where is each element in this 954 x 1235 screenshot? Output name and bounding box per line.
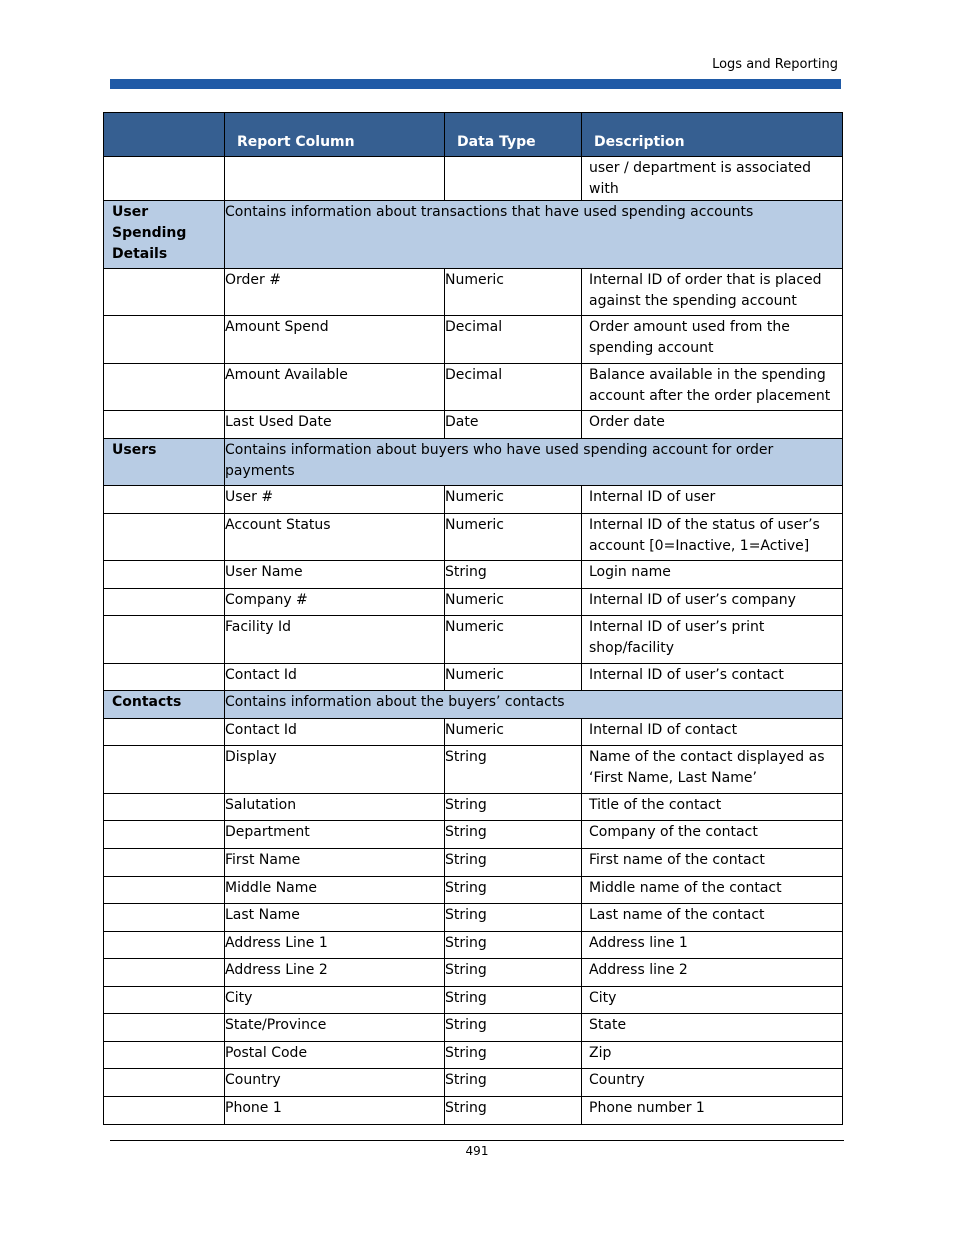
- data-type-cell: Decimal: [445, 316, 582, 364]
- section-row: [104, 201, 843, 269]
- description-cell: Title of the contact: [582, 794, 843, 821]
- data-type-cell: String: [445, 1097, 582, 1125]
- data-type-cell: String: [445, 987, 582, 1014]
- section-cell: [104, 719, 225, 746]
- report-column-cell: Country: [225, 1069, 445, 1097]
- data-type-cell: String: [445, 1042, 582, 1069]
- report-column-cell: City: [225, 987, 445, 1014]
- section-row: [104, 439, 843, 486]
- section-cell: [104, 932, 225, 959]
- section-cell: [104, 1097, 225, 1125]
- table-row: [104, 904, 843, 932]
- section-cell: [104, 1014, 225, 1042]
- section-cell: [104, 269, 225, 316]
- table-row: [104, 316, 843, 364]
- table-row: [104, 486, 843, 514]
- table-row: [104, 364, 843, 411]
- header-cell-report-column: Report Column: [225, 113, 445, 157]
- section-cell: [104, 514, 225, 561]
- report-column-cell: Last Name: [225, 904, 445, 932]
- data-type-cell: Numeric: [445, 269, 582, 316]
- table-row: [104, 616, 843, 664]
- table-row: [104, 1042, 843, 1069]
- data-type-cell: Decimal: [445, 364, 582, 411]
- section-description: Contains information about buyers who have used spending account for order payments: [225, 439, 843, 486]
- report-column-cell: [225, 157, 445, 201]
- table-row: [104, 561, 843, 589]
- table-row: [104, 269, 843, 316]
- description-cell: Order amount used from the spending account: [582, 316, 843, 364]
- description-cell: Internal ID of order that is placed against the spending account: [582, 269, 843, 316]
- table-row: [104, 821, 843, 849]
- section-cell: [104, 1042, 225, 1069]
- description-cell: City: [582, 987, 843, 1014]
- section-row: [104, 691, 843, 719]
- page-number: 491: [465, 1144, 489, 1158]
- description-cell: Address line 1: [582, 932, 843, 959]
- description-cell: Last name of the contact: [582, 904, 843, 932]
- table-row: [104, 157, 843, 201]
- description-cell: Address line 2: [582, 959, 843, 987]
- report-column-cell: Facility Id: [225, 616, 445, 664]
- report-column-cell: Amount Available: [225, 364, 445, 411]
- section-cell: [104, 486, 225, 514]
- report-column-cell: User #: [225, 486, 445, 514]
- data-type-cell: Numeric: [445, 664, 582, 691]
- description-cell: Middle name of the contact: [582, 877, 843, 904]
- running-header-title: Logs and Reporting: [712, 57, 838, 72]
- description-cell: First name of the contact: [582, 849, 843, 877]
- table-row: [104, 849, 843, 877]
- description-cell: Balance available in the spending account after the order placement: [582, 364, 843, 411]
- data-type-cell: String: [445, 932, 582, 959]
- data-type-cell: Numeric: [445, 719, 582, 746]
- header-cell-data-type: Data Type: [445, 113, 582, 157]
- header-cell-description: Description: [582, 113, 843, 157]
- report-column-cell: Postal Code: [225, 1042, 445, 1069]
- section-cell: [104, 411, 225, 439]
- description-cell: Login name: [582, 561, 843, 589]
- footer-rule: [110, 1140, 844, 1141]
- data-type-cell: String: [445, 561, 582, 589]
- header-cell-blank: [104, 113, 225, 157]
- table-row: [104, 932, 843, 959]
- table-row: [104, 746, 843, 794]
- report-columns-table: [103, 112, 843, 1125]
- table-body: [104, 157, 843, 1125]
- data-type-cell: Numeric: [445, 589, 582, 616]
- data-type-cell: String: [445, 959, 582, 987]
- data-type-cell: String: [445, 849, 582, 877]
- section-cell: [104, 794, 225, 821]
- report-column-cell: Contact Id: [225, 719, 445, 746]
- description-cell: Company of the contact: [582, 821, 843, 849]
- table-row: [104, 1097, 843, 1125]
- section-name: Users: [104, 439, 225, 486]
- report-column-cell: Salutation: [225, 794, 445, 821]
- description-cell: Country: [582, 1069, 843, 1097]
- section-cell: [104, 877, 225, 904]
- description-cell: Internal ID of user: [582, 486, 843, 514]
- table-row: [104, 411, 843, 439]
- description-cell: Internal ID of user’s print shop/facility: [582, 616, 843, 664]
- data-type-cell: String: [445, 794, 582, 821]
- report-column-cell: Contact Id: [225, 664, 445, 691]
- description-cell: Internal ID of contact: [582, 719, 843, 746]
- report-column-cell: Address Line 1: [225, 932, 445, 959]
- data-type-cell: Numeric: [445, 514, 582, 561]
- description-cell: user / department is associated with: [582, 157, 843, 201]
- description-cell: State: [582, 1014, 843, 1042]
- section-cell: [104, 849, 225, 877]
- section-cell: [104, 589, 225, 616]
- table-row: [104, 877, 843, 904]
- report-column-cell: Display: [225, 746, 445, 794]
- section-cell: [104, 987, 225, 1014]
- report-column-cell: Phone 1: [225, 1097, 445, 1125]
- table-row: [104, 987, 843, 1014]
- data-type-cell: String: [445, 746, 582, 794]
- description-cell: Zip: [582, 1042, 843, 1069]
- report-column-cell: First Name: [225, 849, 445, 877]
- data-type-cell: String: [445, 904, 582, 932]
- section-cell: [104, 904, 225, 932]
- header-bar: [110, 79, 841, 89]
- description-cell: Order date: [582, 411, 843, 439]
- description-cell: Internal ID of the status of user’s account [0=Inactive, 1=Active]: [582, 514, 843, 561]
- report-column-cell: Amount Spend: [225, 316, 445, 364]
- section-cell: [104, 821, 225, 849]
- table-row: [104, 589, 843, 616]
- report-column-cell: Middle Name: [225, 877, 445, 904]
- table-row: [104, 959, 843, 987]
- report-column-cell: State/Province: [225, 1014, 445, 1042]
- table-row: [104, 664, 843, 691]
- table-row: [104, 1014, 843, 1042]
- section-cell: [104, 157, 225, 201]
- description-cell: Phone number 1: [582, 1097, 843, 1125]
- section-cell: [104, 1069, 225, 1097]
- data-type-cell: String: [445, 821, 582, 849]
- section-cell: [104, 959, 225, 987]
- report-column-cell: Last Used Date: [225, 411, 445, 439]
- section-cell: [104, 616, 225, 664]
- description-cell: Name of the contact displayed as ‘First Name, Last Name’: [582, 746, 843, 794]
- description-cell: Internal ID of user’s contact: [582, 664, 843, 691]
- section-description: Contains information about transactions that have used spending accounts: [225, 201, 843, 269]
- table-row: [104, 1069, 843, 1097]
- report-column-cell: Department: [225, 821, 445, 849]
- description-cell: Internal ID of user’s company: [582, 589, 843, 616]
- data-type-cell: Date: [445, 411, 582, 439]
- section-name: User Spending Details: [104, 201, 225, 269]
- section-name: Contacts: [104, 691, 225, 719]
- section-cell: [104, 746, 225, 794]
- report-column-cell: Order #: [225, 269, 445, 316]
- section-description: Contains information about the buyers’ contacts: [225, 691, 843, 719]
- table-row: [104, 719, 843, 746]
- table-header-row: [104, 113, 843, 157]
- section-cell: [104, 316, 225, 364]
- data-type-cell: String: [445, 877, 582, 904]
- data-type-cell: Numeric: [445, 486, 582, 514]
- table-row: [104, 794, 843, 821]
- data-type-cell: [445, 157, 582, 201]
- data-type-cell: String: [445, 1014, 582, 1042]
- table-row: [104, 514, 843, 561]
- report-column-cell: Address Line 2: [225, 959, 445, 987]
- section-cell: [104, 561, 225, 589]
- section-cell: [104, 664, 225, 691]
- report-column-cell: User Name: [225, 561, 445, 589]
- report-column-cell: Company #: [225, 589, 445, 616]
- section-cell: [104, 364, 225, 411]
- data-type-cell: Numeric: [445, 616, 582, 664]
- data-type-cell: String: [445, 1069, 582, 1097]
- report-column-cell: Account Status: [225, 514, 445, 561]
